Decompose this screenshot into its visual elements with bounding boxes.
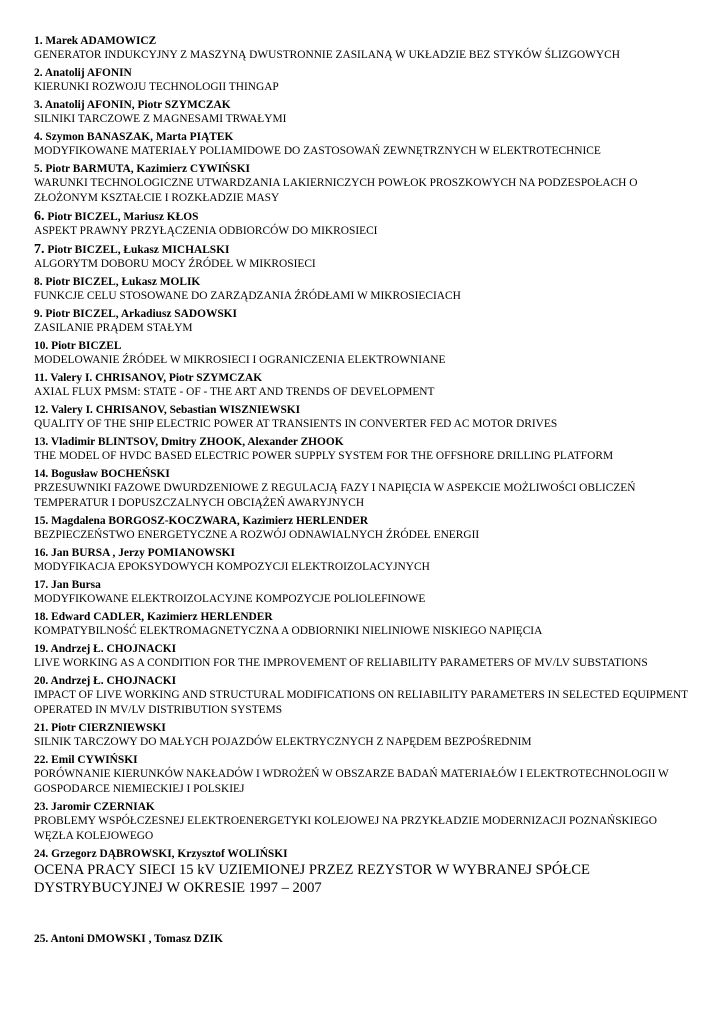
publication-entry — [34, 933, 694, 946]
entry-authors — [34, 801, 694, 814]
entry-author-names: Piotr BICZEL, Łukasz MOLIK — [45, 276, 201, 288]
entry-author-names: Valery I. CHRISANOV, Piotr SZYMCZAK — [50, 372, 263, 384]
entry-title: MODYFIKACJA EPOKSYDOWYCH KOMPOZYCJI ELEKTROIZOLACYJNYCH — [34, 561, 430, 573]
entry-title: KIERUNKI ROZWOJU TECHNOLOGII THINGAP — [34, 81, 279, 93]
entry-authors — [34, 468, 694, 481]
entry-author-names: Jan BURSA , Jerzy POMIANOWSKI — [51, 547, 235, 559]
entry-title: FUNKCJE CELU STOSOWANE DO ZARZĄDZANIA ŹRÓDŁAMI W MIKROSIECIACH — [34, 290, 461, 302]
entry-authors — [34, 515, 694, 528]
entry-author-names: Jan Bursa — [51, 579, 101, 591]
entry-title: MODYFIKOWANE MATERIAŁY POLIAMIDOWE DO ZASTOSOWAŃ ZEWNĘTRZNYCH W ELEKTROTECHNICE — [34, 145, 601, 157]
publication-entry — [34, 675, 694, 718]
entry-title: SILNIKI TARCZOWE Z MAGNESAMI TRWAŁYMI — [34, 113, 287, 125]
publication-entry — [34, 131, 694, 159]
entry-title: MODELOWANIE ŹRÓDEŁ W MIKROSIECI I OGRANICZENIA ELEKTROWNIANE — [34, 354, 446, 366]
entry-authors — [34, 643, 694, 656]
entry-number: 24. — [34, 848, 49, 860]
publication-entry — [34, 468, 694, 511]
entry-number: 9. — [34, 308, 43, 320]
entry-title: PROBLEMY WSPÓŁCZESNEJ ELEKTROENERGETYKI KOLEJOWEJ NA PRZYKŁADZIE MODERNIZACJI POZNAŃSKIEGO WĘZŁA KOLEJOWEGO — [34, 815, 657, 842]
publication-entry — [34, 722, 694, 750]
entry-title: QUALITY OF THE SHIP ELECTRIC POWER AT TRANSIENTS IN CONVERTER FED AC MOTOR DRIVES — [34, 418, 558, 430]
entry-title: SILNIK TARCZOWY DO MAŁYCH POJAZDÓW ELEKTRYCZNYCH Z NAPĘDEM BEZPOŚREDNIM — [34, 736, 532, 748]
entry-author-names: Antoni DMOWSKI , Tomasz DZIK — [50, 933, 223, 945]
entry-number: 15. — [34, 515, 49, 527]
entry-number: 2. — [34, 67, 43, 79]
publication-entry — [34, 515, 694, 543]
entry-number: 20. — [34, 675, 49, 687]
entry-title: PRZESUWNIKI FAZOWE DWURDZENIOWE Z REGULACJĄ FAZY I NAPIĘCIA W ASPEKCIE MOŻLIWOŚCI OBLICZEŃ TEMPERATUR I DOPUSZCZALNYCH OBCIĄŻEŃ AWARYJNYCH — [34, 482, 636, 509]
entry-author-names: Jaromir CZERNIAK — [51, 801, 155, 813]
entry-number: 8. — [34, 276, 43, 288]
entry-author-names: Andrzej Ł. CHOJNACKI — [50, 675, 177, 687]
entry-title: LIVE WORKING AS A CONDITION FOR THE IMPROVEMENT OF RELIABILITY PARAMETERS OF MV/LV SUBSTATIONS — [34, 657, 648, 669]
entry-authors — [34, 35, 694, 48]
publication-entry — [34, 163, 694, 206]
entry-author-names: Grzegorz DĄBROWSKI, Krzysztof WOLIŃSKI — [51, 848, 288, 860]
entry-authors — [34, 67, 694, 80]
entry-number: 4. — [34, 131, 43, 143]
entry-author-names: Szymon BANASZAK, Marta PIĄTEK — [45, 131, 234, 143]
entry-number: 23. — [34, 801, 49, 813]
entry-number: 18. — [34, 611, 49, 623]
publication-entry — [34, 611, 694, 639]
entry-authors — [34, 675, 694, 688]
entry-title: THE MODEL OF HVDC BASED ELECTRIC POWER SUPPLY SYSTEM FOR THE OFFSHORE DRILLING PLATFORM — [34, 450, 614, 462]
entry-authors — [34, 99, 694, 112]
publication-entry — [34, 67, 694, 95]
entry-author-names: Piotr BICZEL, Arkadiusz SADOWSKI — [45, 308, 237, 320]
entry-authors — [34, 131, 694, 144]
entry-author-names: Piotr BICZEL, Łukasz MICHALSKI — [47, 244, 230, 256]
entry-title: OCENA PRACY SIECI 15 kV UZIEMIONEJ PRZEZ REZYSTOR W WYBRANEJ SPÓŁCE DYSTRYBUCYJNEJ W OKRESIE 1997 – 2007 — [34, 862, 590, 896]
entry-author-names: Bogusław BOCHEŃSKI — [51, 468, 170, 480]
entry-number: 12. — [34, 404, 49, 416]
entry-number: 21. — [34, 722, 49, 734]
entry-title: AXIAL FLUX PMSM: STATE - OF - THE ART AND TRENDS OF DEVELOPMENT — [34, 386, 435, 398]
entry-title: ZASILANIE PRĄDEM STAŁYM — [34, 322, 193, 334]
entry-author-names: Edward CADLER, Kazimierz HERLENDER — [51, 611, 273, 623]
publication-entry — [34, 547, 694, 575]
publication-entry — [34, 243, 694, 272]
publication-entry — [34, 372, 694, 400]
entry-author-names: Anatolij AFONIN — [44, 67, 132, 79]
entry-author-names: Valery I. CHRISANOV, Sebastian WISZNIEWSKI — [50, 404, 301, 416]
publication-entry — [34, 643, 694, 671]
publication-entry — [34, 99, 694, 127]
entry-author-names: Piotr CIERZNIEWSKI — [51, 722, 166, 734]
publication-entry — [34, 436, 694, 464]
entry-author-names: Anatolij AFONIN, Piotr SZYMCZAK — [44, 99, 231, 111]
entry-number: 7. — [34, 242, 45, 257]
publication-entry — [34, 210, 694, 239]
entry-author-names: Piotr BICZEL — [51, 340, 122, 352]
entry-authors — [34, 276, 694, 289]
entry-author-names: Andrzej Ł. CHOJNACKI — [50, 643, 177, 655]
entry-number: 13. — [34, 436, 49, 448]
entry-authors — [34, 579, 694, 592]
entry-authors — [34, 547, 694, 560]
entry-authors — [34, 163, 694, 176]
entry-number: 17. — [34, 579, 49, 591]
publication-entry — [34, 340, 694, 368]
entry-number: 16. — [34, 547, 49, 559]
entry-authors — [34, 308, 694, 321]
entry-number: 1. — [34, 35, 43, 47]
entry-author-names: Emil CYWIŃSKI — [51, 754, 138, 766]
entry-authors — [34, 848, 694, 861]
entry-title: GENERATOR INDUKCYJNY Z MASZYNĄ DWUSTRONNIE ZASILANĄ W UKŁADZIE BEZ STYKÓW ŚLIZGOWYCH — [34, 49, 620, 61]
publication-entry — [34, 276, 694, 304]
entry-title: IMPACT OF LIVE WORKING AND STRUCTURAL MODIFICATIONS ON RELIABILITY PARAMETERS IN SELECTED EQUIPMENT OPERATED IN MV/LV DISTRIBUTION SYSTEMS — [34, 689, 688, 716]
entry-authors — [34, 404, 694, 417]
entry-number: 14. — [34, 468, 49, 480]
entry-author-names: Magdalena BORGOSZ-KOCZWARA, Kazimierz HERLENDER — [51, 515, 369, 527]
entry-title: BEZPIECZEŃSTWO ENERGETYCZNE A ROZWÓJ ODNAWIALNYCH ŹRÓDEŁ ENERGII — [34, 529, 480, 541]
entry-author-names: Piotr BICZEL, Mariusz KŁOS — [47, 211, 199, 223]
publication-entry — [34, 404, 694, 432]
entry-number: 11. — [34, 372, 48, 384]
entry-authors — [34, 611, 694, 624]
entry-authors — [34, 933, 694, 946]
publication-entry — [34, 308, 694, 336]
publication-entry — [34, 579, 694, 607]
entry-number: 22. — [34, 754, 49, 766]
entry-number: 5. — [34, 163, 43, 175]
entry-authors — [34, 754, 694, 767]
entry-authors — [34, 210, 694, 224]
entry-number: 25. — [34, 933, 49, 945]
entry-title: PORÓWNANIE KIERUNKÓW NAKŁADÓW I WDROŻEŃ W OBSZARZE BADAŃ MATERIAŁÓW I ELEKTROTECHNOLOGII W GOSPODARCE NIEMIECKIEJ I POLSKIEJ — [34, 768, 669, 795]
entry-title: MODYFIKOWANE ELEKTROIZOLACYJNE KOMPOZYCJE POLIOLEFINOWE — [34, 593, 426, 605]
entry-author-names: Marek ADAMOWICZ — [45, 35, 157, 47]
entry-title: ASPEKT PRAWNY PRZYŁĄCZENIA ODBIORCÓW DO MIKROSIECI — [34, 225, 378, 237]
entry-author-names: Vladimir BLINTSOV, Dmitry ZHOOK, Alexander ZHOOK — [50, 436, 344, 448]
entry-number: 6. — [34, 209, 45, 224]
publication-entry — [34, 35, 694, 63]
entry-number: 3. — [34, 99, 43, 111]
entry-authors — [34, 722, 694, 735]
publication-entry — [34, 801, 694, 844]
publication-entry — [34, 754, 694, 797]
entry-authors — [34, 243, 694, 257]
entry-title: KOMPATYBILNOŚĆ ELEKTROMAGNETYCZNA A ODBIORNIKI NIELINIOWE NISKIEGO NAPIĘCIA — [34, 625, 543, 637]
publication-entry — [34, 848, 694, 897]
entry-authors — [34, 340, 694, 353]
entry-authors — [34, 436, 694, 449]
document-body — [34, 35, 694, 950]
entry-title: WARUNKI TECHNOLOGICZNE UTWARDZANIA LAKIERNICZYCH POWŁOK PROSZKOWYCH NA PODZESPOŁACH O ZŁOŻONYM KSZTAŁCIE I ROZKŁADZIE MASY — [34, 177, 638, 204]
entry-number: 10. — [34, 340, 49, 352]
entry-authors — [34, 372, 694, 385]
entry-number: 19. — [34, 643, 49, 655]
entry-author-names: Piotr BARMUTA, Kazimierz CYWIŃSKI — [45, 163, 250, 175]
entry-title: ALGORYTM DOBORU MOCY ŹRÓDEŁ W MIKROSIECI — [34, 258, 316, 270]
